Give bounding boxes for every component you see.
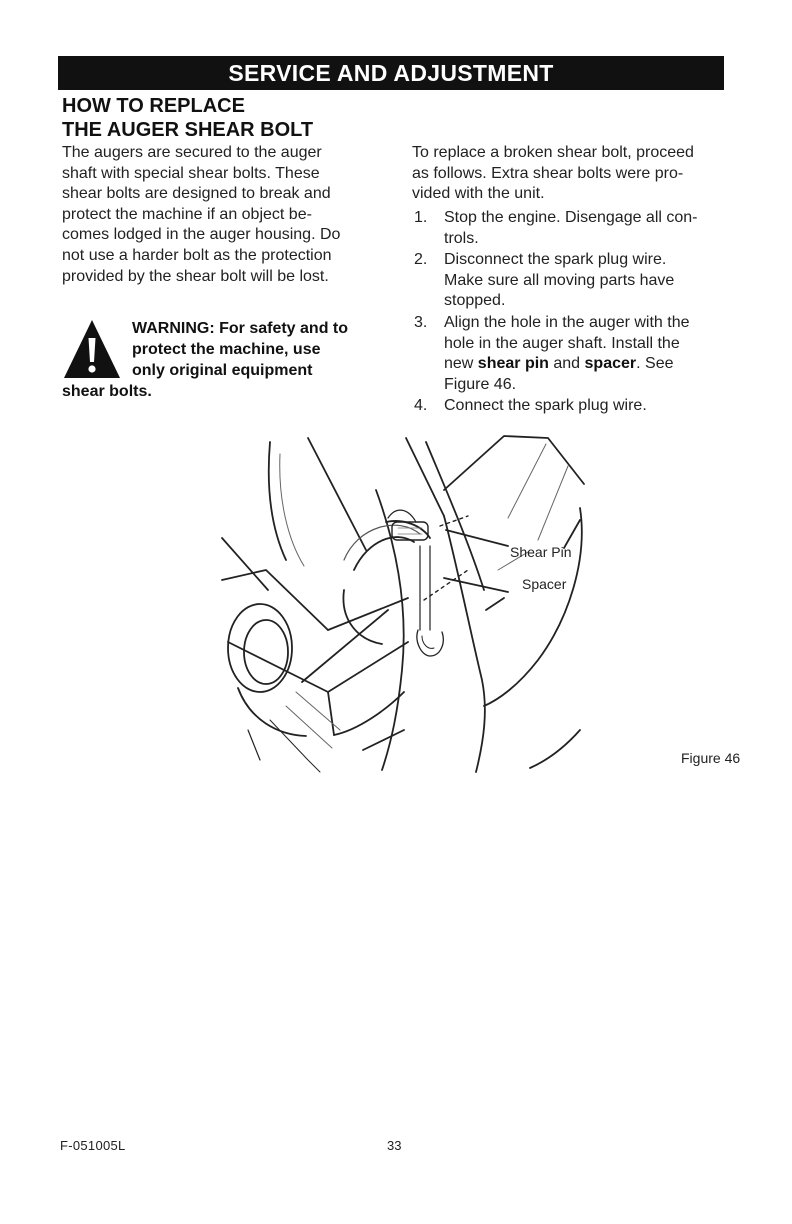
step-line: Figure 46.	[444, 375, 517, 393]
page-number: 33	[387, 1138, 402, 1153]
document-code: F-051005L	[60, 1138, 126, 1153]
step-item	[412, 396, 742, 417]
warning-block	[62, 318, 392, 402]
warning-line: shear bolts.	[62, 383, 152, 400]
step-item	[412, 313, 742, 395]
step-text: . See	[636, 355, 674, 373]
intro-line: To replace a broken shear bolt, proceed	[412, 144, 694, 161]
step-line	[444, 354, 742, 375]
auger-shear-pin-illustration	[208, 430, 608, 775]
paragraph-line: provided by the shear bolt will be lost.	[62, 267, 329, 285]
section-title-line1: HOW TO REPLACE	[62, 95, 245, 117]
spacer-callout: Spacer	[522, 576, 567, 592]
shear-pin-callout: Shear Pin	[510, 544, 572, 560]
procedure-intro	[412, 143, 742, 205]
step-number: 3.	[414, 313, 428, 331]
step-number: 1.	[414, 209, 428, 226]
paragraph-line: shear bolts are designed to break and	[62, 185, 331, 203]
section-title-line2: THE AUGER SHEAR BOLT	[62, 119, 314, 141]
step-line: trols.	[444, 229, 479, 247]
paragraph-line: not use a harder bolt as the protection	[62, 246, 332, 264]
warning-triangle-icon	[62, 318, 122, 380]
step-line: Stop the engine. Disengage all con-	[444, 209, 698, 226]
step-line: hole in the auger shaft. Install the	[444, 334, 680, 352]
step-text: and	[548, 355, 585, 373]
step-item	[412, 250, 742, 312]
step-item	[412, 208, 742, 249]
step-line: Align the hole in the auger with the	[444, 313, 690, 331]
figure-caption: Figure 46	[681, 750, 741, 766]
step-number: 2.	[414, 251, 428, 269]
paragraph-line: The augers are secured to the auger	[62, 144, 322, 161]
warning-line: protect the machine, use	[132, 341, 321, 358]
section-banner: SERVICE AND ADJUSTMENT	[58, 56, 724, 90]
paragraph-line: protect the machine if an object be-	[62, 205, 312, 223]
step-text: new	[444, 355, 478, 373]
intro-line: as follows. Extra shear bolts were pro-	[412, 164, 684, 182]
paragraph-line: comes lodged in the auger housing. Do	[62, 226, 341, 244]
step-line: Disconnect the spark plug wire.	[444, 251, 667, 269]
paragraph-line: shaft with special shear bolts. These	[62, 164, 320, 182]
shear-pin-term: shear pin	[477, 355, 549, 373]
warning-line: only original equipment	[132, 362, 313, 379]
step-line: Make sure all moving parts have	[444, 271, 675, 289]
step-line: stopped.	[444, 292, 506, 310]
intro-line: vided with the unit.	[412, 185, 545, 203]
step-number: 4.	[414, 397, 428, 415]
warning-line: WARNING: For safety and to	[132, 320, 349, 337]
step-line: Connect the spark plug wire.	[444, 397, 647, 415]
procedure-steps	[412, 208, 742, 418]
spacer-term: spacer	[584, 355, 637, 373]
intro-paragraph	[62, 143, 392, 287]
